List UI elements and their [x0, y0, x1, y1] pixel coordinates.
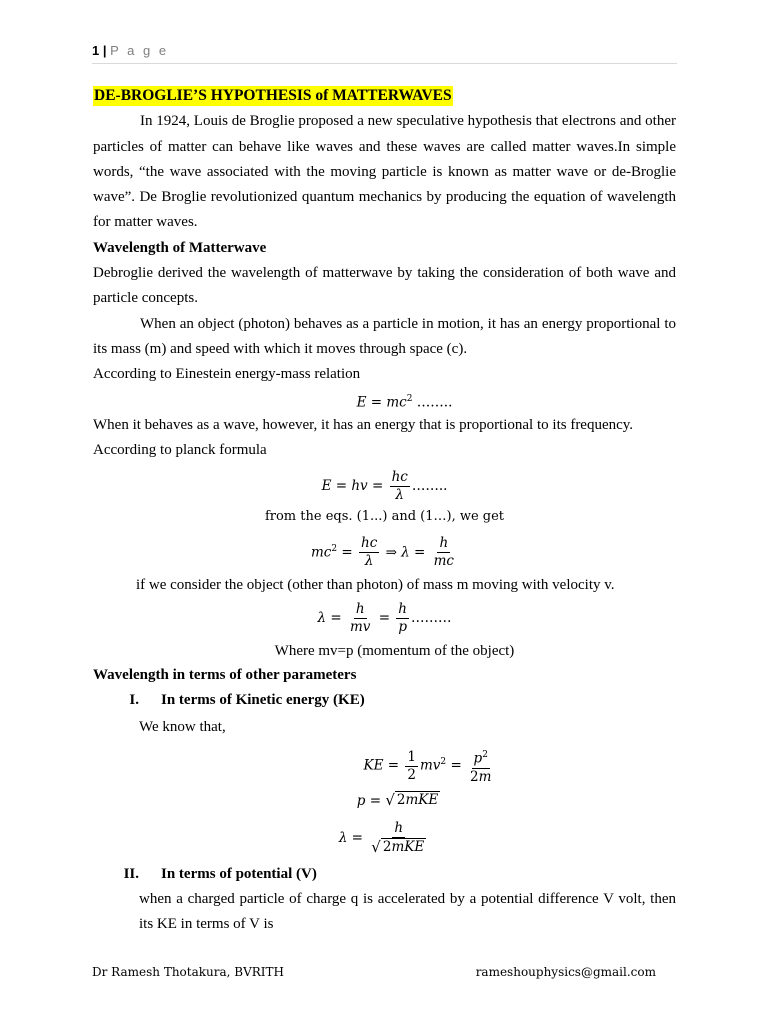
page-word: P a g e	[110, 43, 169, 58]
fraction-h-mc: $\frac{h}{mc}$	[433, 535, 454, 570]
equation-planck: E = hv = $\frac{hc}{\lambda}$ ……..	[321, 468, 448, 503]
fraction-hc-lambda-2: $\frac{hc}{\lambda}$	[361, 535, 378, 570]
particle-paragraph: When an object (photon) behaves as a particle in motion, it has an energy proportional to its mass (m) and speed with which it moves through space (c).	[93, 315, 676, 357]
fraction-p2-2m: $\frac{p^2}{2m}$	[468, 747, 493, 786]
eq1-tail: ……..	[416, 394, 453, 411]
document-title: DE-BROGLIE’S HYPOTHESIS of MATTERWAVES	[94, 87, 452, 104]
einstein-line: According to Einestein energy-mass relation	[93, 366, 361, 383]
page-number: 1	[92, 43, 100, 58]
fraction-hc-lambda: $\frac{hc}{\lambda}$	[391, 468, 408, 503]
header-rule	[92, 63, 677, 64]
fraction-one-half: $\frac{1}{2}$	[407, 748, 416, 783]
equation-kinetic-energy: KE = $\frac{1}{2}$ $mv^2$ = $\frac{p^2}{2m}$	[363, 748, 492, 785]
equation-lambda-ke: λ = h √ 2mKE	[93, 815, 676, 861]
from-eqs-line: from the eqs. (1...) and (1…), we get	[264, 508, 505, 524]
equation-einstein: $E = mc^2$ ……..	[356, 393, 453, 411]
debroglie-derivation-paragraph: Debroglie derived the wavelength of matterwave by taking the consideration of both wave and particle concepts.	[93, 265, 676, 307]
consider-line: if we consider the object (other than photon) of mass m moving with velocity v.	[136, 577, 615, 594]
roman-numeral-2: II.	[123, 865, 139, 882]
wave-behaviour-line: When it behaves as a wave, however, it has an energy that is proportional to its frequency.	[93, 417, 634, 434]
eq4-tail: ………	[411, 610, 452, 627]
potential-paragraph: when a charged particle of charge q is accelerated by a potential difference V volt, then its KE in terms of V is	[139, 890, 676, 932]
item-potential-heading: In terms of potential (V)	[161, 865, 317, 882]
section-heading-other-parameters: Wavelength in terms of other parameters	[93, 667, 357, 684]
fraction-h-sqrt-2mKE: h √ 2mKE	[371, 819, 425, 856]
sqrt-2mKE: √ 2mKE	[385, 790, 439, 809]
section-heading-wavelength: Wavelength of Matterwave	[93, 239, 267, 256]
page-footer	[92, 965, 656, 979]
document-body	[93, 84, 676, 937]
momentum-line: Where mv=p (momentum of the object)	[274, 643, 515, 660]
fraction-h-mv: $\frac{h}{mv}$	[349, 601, 371, 636]
footer-author: Dr Ramesh Thotakura, BVRITH	[92, 965, 284, 979]
eq2-tail: ……..	[411, 477, 448, 494]
item-kinetic-energy-heading: In terms of Kinetic energy (KE)	[161, 692, 365, 709]
page-separator: |	[102, 43, 107, 58]
roman-numeral-1: I.	[129, 692, 139, 709]
fraction-h-p: $\frac{h}{p}$	[398, 601, 407, 636]
item-potential	[93, 861, 676, 887]
planck-line: According to planck formula	[93, 442, 267, 459]
item-kinetic-energy	[93, 688, 676, 713]
equation-momentum: p = √ 2mKE	[356, 790, 439, 809]
we-know-line: We know that,	[139, 719, 226, 736]
page-number-header	[92, 43, 169, 58]
equation-wavelength: λ = $\frac{h}{mv}$ = $\frac{h}{p}$ ………	[317, 601, 452, 636]
equation-combined: $mc^2$ = $\frac{hc}{\lambda}$ ⇒ λ = $\frac{h}{mc}$	[310, 535, 454, 570]
intro-paragraph: In 1924, Louis de Broglie proposed a new speculative hypothesis that electrons and other particles of matter can behave like waves and these waves are called matter waves.In simple words, “the wave associated with the moving particle is known as matter wave or de-Broglie wave”. De Broglie revolutionized quantum mechanics by producing the equation of wavelength for matter waves.	[93, 113, 676, 231]
footer-email: rameshouphysics@gmail.com	[475, 965, 656, 979]
